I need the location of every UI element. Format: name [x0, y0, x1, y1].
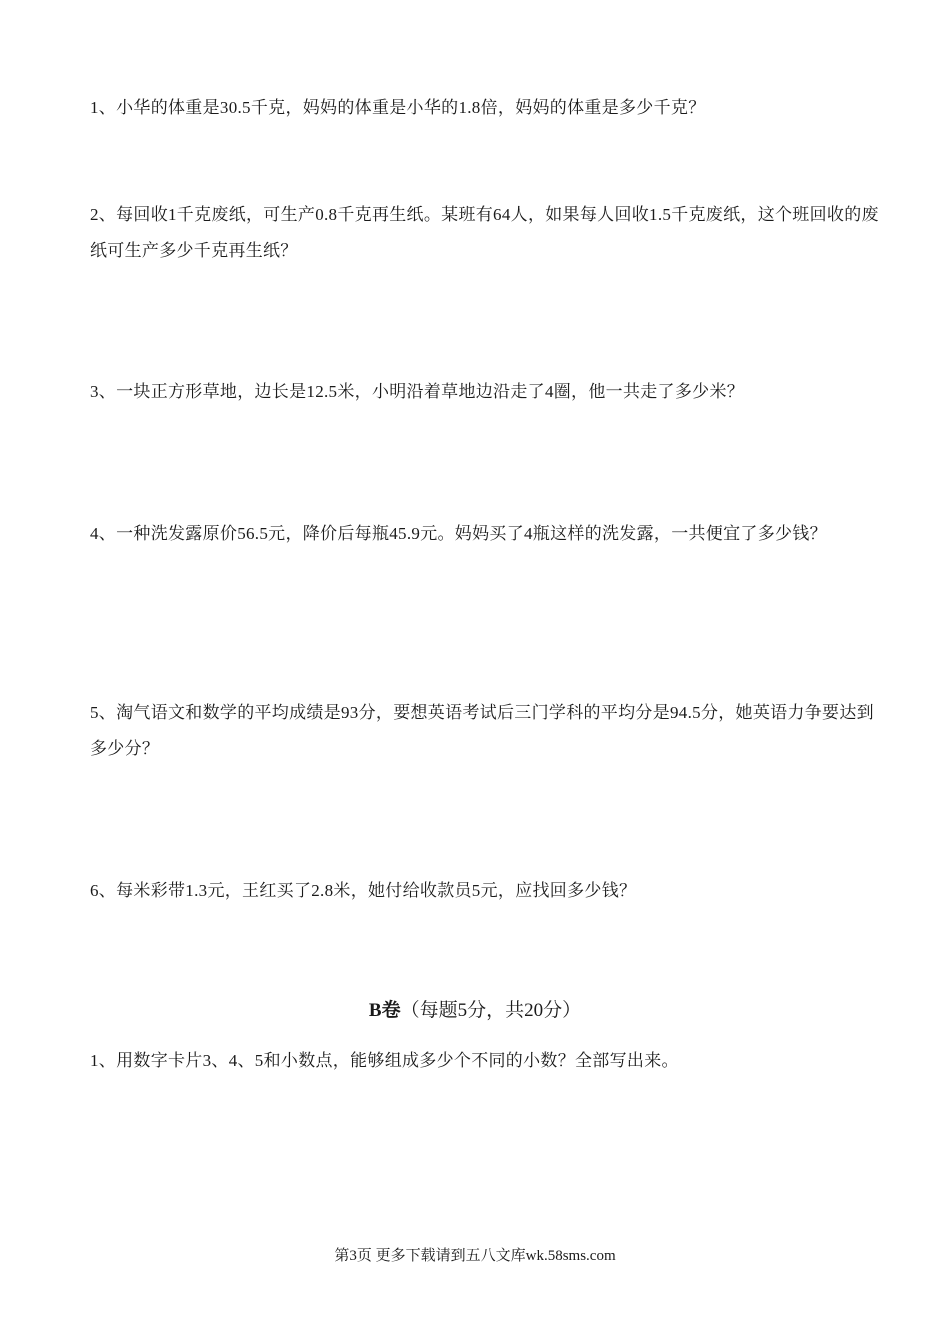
- page-footer: 第3页 更多下载请到五八文库wk.58sms.com: [334, 1248, 616, 1264]
- section-b-title-scoring: （每题5分，共20分）: [400, 1000, 582, 1021]
- question-a-2: 2、每回收1千克废纸，可生产0.8千克再生纸。某班有64人，如果每人回收1.5千克废纸，这个班回收的废纸可生产多少千克再生纸？: [90, 205, 879, 260]
- question-a-1: 1、小华的体重是30.5千克，妈妈的体重是小华的1.8倍，妈妈的体重是多少千克？: [90, 98, 706, 117]
- question-a-4: 4、一种洗发露原价56.5元，降价后每瓶45.9元。妈妈买了4瓶这样的洗发露，一共便宜了多少钱？: [90, 524, 827, 543]
- question-a-5: 5、淘气语文和数学的平均成绩是93分，要想英语考试后三门学科的平均分是94.5分，她英语力争要达到多少分？: [90, 703, 874, 758]
- section-b-title: [0, 994, 950, 1028]
- section-b-title-label: B卷: [368, 1000, 401, 1021]
- question-a-6: 6、每米彩带1.3元，王红买了2.8米，她付给收款员5元，应找回多少钱？: [90, 881, 637, 900]
- question-b-1: 1、用数字卡片3、4、5和小数点，能够组成多少个不同的小数？全部写出来。: [90, 1051, 679, 1070]
- question-a-3: 3、一块正方形草地，边长是12.5米，小明沿着草地边沿走了4圈，他一共走了多少米？: [90, 382, 745, 401]
